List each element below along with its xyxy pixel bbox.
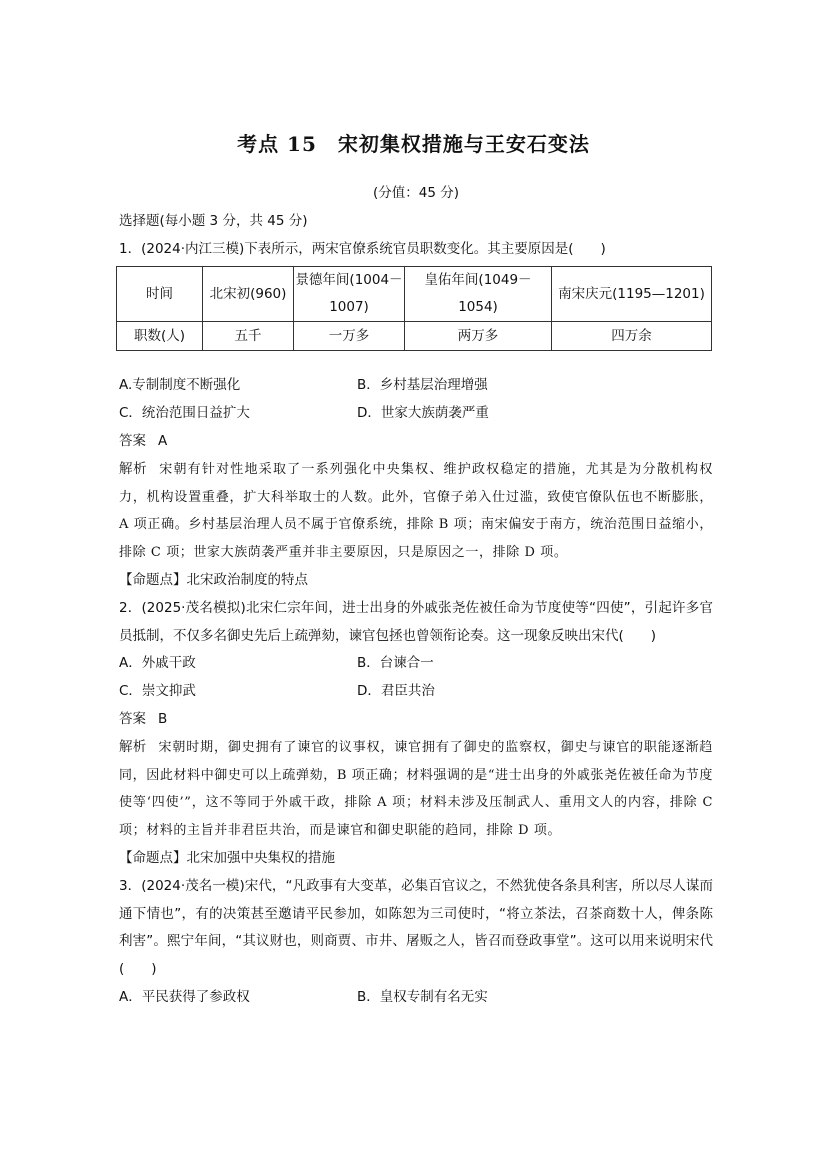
answer-label: 答案 (119, 710, 146, 727)
options-row (119, 678, 713, 706)
analysis-label: 解析 (119, 460, 148, 477)
question-2-stem: 2．(2025·茂名模拟)北宋仁宗年间，进士出身的外戚张尧佐被任命为节度使等“四使”，引起许多官员抵制，不仅多名御史先后上疏弹劾，谏官包拯也曾领衔论奏。这一现象反映出宋代( ) (119, 599, 713, 644)
option-a: A.专制制度不断强化 (119, 377, 241, 394)
table-cell: 职数(人) (117, 322, 203, 351)
option-c: C．统治范围日益扩大 (119, 405, 250, 422)
answer-value: A (158, 432, 168, 449)
answer-label: 答案 (119, 432, 146, 449)
analysis-label: 解析 (119, 738, 147, 755)
answer-value: B (158, 710, 168, 727)
option-b: B．台谏合一 (357, 655, 434, 672)
options-row (119, 400, 713, 428)
options-row (119, 650, 713, 678)
document-body (119, 180, 713, 1012)
options-row (119, 984, 713, 1012)
page-title: 考点 15 宋初集权措施与王安石变法 (237, 132, 590, 156)
table-cell: 南宋庆元(1195—1201) (552, 267, 712, 322)
option-c: C．崇文抑武 (119, 683, 196, 700)
table-row (117, 322, 712, 351)
option-d: D．世家大族荫袭严重 (357, 405, 489, 422)
topic-point: 【命题点】北宋政治制度的特点 (119, 571, 308, 588)
section-heading: 选择题(每小题 3 分，共 45 分) (119, 212, 308, 229)
table-cell: 四万余 (552, 322, 712, 351)
option-d: D．君臣共治 (357, 683, 435, 700)
answer-line (119, 428, 713, 456)
table-cell: 一万多 (294, 322, 405, 351)
score-note: (分值：45 分) (372, 185, 459, 201)
table-cell: 景德年间(1004－1007) (294, 267, 405, 322)
option-b: B．皇权专制有名无实 (357, 988, 488, 1005)
topic-point: 【命题点】北宋加强中央集权的措施 (119, 849, 335, 866)
question-1-stem: 1．(2024·内江三模)下表所示，两宋官僚系统官员职数变化。其主要原因是( ) (119, 240, 606, 257)
option-a: A．平民获得了参政权 (119, 988, 250, 1005)
table-cell: 五千 (203, 322, 294, 351)
table-header-row (117, 267, 712, 322)
table-cell: 北宋初(960) (203, 267, 294, 322)
analysis-text: 宋朝有针对性地采取了一系列强化中央集权、维护政权稳定的措施，尤其是为分散机构权力，机构设置重叠，扩大科举取士的人数。此外，官僚子弟入仕过滥，致使官僚队伍也不断膨胀，A 项正确。乡村基层治理人员不属于官僚系统，排除 B 项；南宋偏安于南方，统治范围日益缩小，排除 C 项；世家大族荫袭严重并非主要原因，只是原因之一，排除 D 项。 (119, 461, 713, 561)
table-cell: 时间 (117, 267, 203, 322)
option-a: A．外戚干政 (119, 655, 196, 672)
question-3-stem: 3．(2024·茂名一模)宋代，“凡政事有大变革，必集百官议之，不然犹使各条具利害，所以尽人谋而通下情也”，有的决策甚至邀请平民参加，如陈恕为三司使时，“将立茶法，召茶商数十人，俾条陈利害”。熙宁年间，“其议财也，则商贾、市井、屠贩之人，皆召而登政事堂”。这可以用来说明宋代( ) (119, 877, 713, 978)
analysis (119, 456, 713, 567)
option-b: B．乡村基层治理增强 (357, 377, 488, 394)
table-cell: 皇佑年间(1049－1054) (405, 267, 552, 322)
analysis-text: 宋朝时期，御史拥有了谏官的议事权，谏官拥有了御史的监察权，御史与谏官的职能逐渐趋同，因此材料中御史可以上疏弹劾，B 项正确；材料强调的是“进士出身的外戚张尧佐被任命为节度使等‘四使’”，这不等同于外戚干政，排除 A 项；材料未涉及压制武人、重用文人的内容，排除 C 项；材料的主旨并非君臣共治，而是谏官和御史职能的趋同，排除 D 项。 (119, 739, 713, 839)
options-row (119, 372, 713, 400)
question-1-table (116, 266, 712, 351)
answer-line (119, 706, 713, 734)
analysis (119, 734, 713, 845)
table-cell: 两万多 (405, 322, 552, 351)
